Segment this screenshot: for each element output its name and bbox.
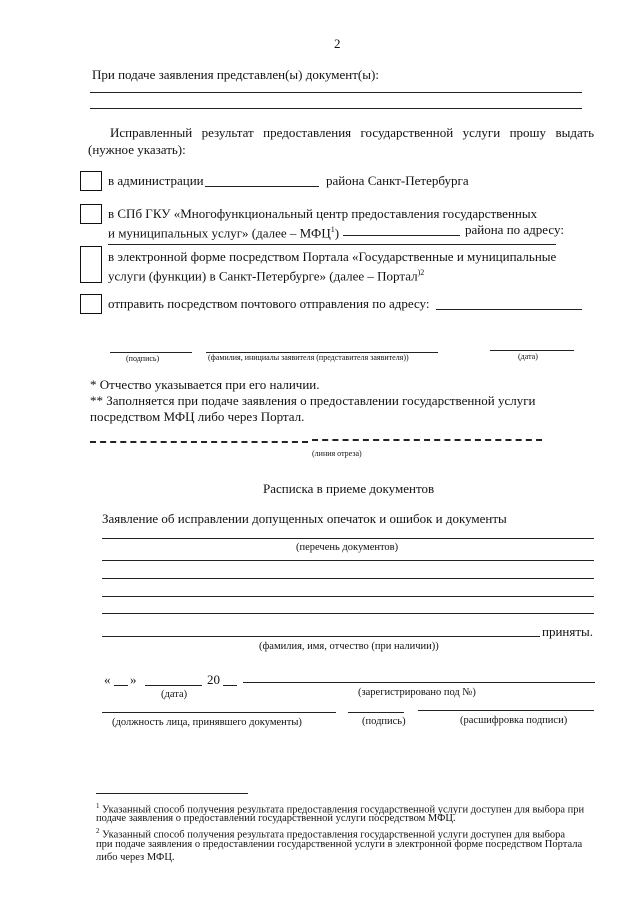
- registration-number-field[interactable]: [243, 682, 595, 683]
- submitted-docs-line-1[interactable]: [90, 92, 582, 93]
- footnote-2-line-2: при подаче заявления о предоставлении государственной услуги в электронной форме посредством Портала: [96, 839, 583, 850]
- mail-checkbox[interactable]: [80, 294, 102, 314]
- portal-footnote-ref: )2: [417, 268, 425, 277]
- docs-list-line-4[interactable]: [102, 596, 594, 597]
- mfc-option-close: ): [334, 225, 340, 241]
- mfc-option-line-1: в СПб ГКУ «Многофункциональный центр предоставления государственных: [108, 206, 538, 221]
- receiver-signature-caption: (подпись): [362, 716, 406, 727]
- receiver-position-field[interactable]: [102, 712, 336, 713]
- date-caption: (дата): [518, 352, 538, 361]
- mfc-option-prefix: и муниципальных услуг» (далее – МФЦ: [108, 225, 331, 241]
- receiver-signature-field[interactable]: [348, 712, 404, 713]
- receipt-date-caption: (дата): [161, 689, 188, 700]
- mfc-option-suffix: района по адресу:: [465, 222, 564, 237]
- mfc-option-line-2: [108, 222, 339, 241]
- receipt-year-field[interactable]: [223, 685, 237, 686]
- receiver-decoding-field[interactable]: [418, 710, 594, 711]
- name-caption: (фамилия, инициалы заявителя (представителя заявителя)): [208, 353, 409, 362]
- footnote-1-mark: 1: [96, 802, 100, 810]
- page-number: 2: [334, 36, 341, 51]
- footnote-2-text: Указанный способ получения результата предоставления государственной услуги доступен для выбора: [102, 829, 565, 841]
- docs-list-line-1[interactable]: [102, 538, 594, 539]
- mail-address-field[interactable]: [436, 309, 582, 310]
- admin-option-prefix: в администрации: [108, 173, 204, 188]
- footnote-2-mark: 2: [96, 827, 100, 835]
- date-open-quote: «: [104, 672, 111, 687]
- cut-line-left: [90, 441, 308, 443]
- receipt-month-field[interactable]: [145, 685, 202, 686]
- admin-checkbox[interactable]: [80, 171, 102, 191]
- docs-list-caption: (перечень документов): [296, 542, 399, 553]
- registered-caption: (зарегистрировано под №): [358, 687, 476, 698]
- footnote-1-line-2: подаче заявления о предоставлении государственной услуги посредством МФЦ.: [96, 813, 456, 824]
- footnote-1-text: Указанный способ получения результата предоставления государственной услуги доступен для выбора при: [102, 804, 585, 816]
- mfc-checkbox[interactable]: [80, 204, 102, 224]
- footnote-separator: [96, 793, 248, 794]
- footnote-2-line-3: либо через МФЦ.: [96, 852, 175, 863]
- submitted-docs-line-2[interactable]: [90, 108, 582, 109]
- signature-caption: (подпись): [126, 354, 160, 363]
- mfc-address-field[interactable]: [108, 244, 556, 245]
- cut-line-caption: (линия отреза): [312, 449, 362, 458]
- mail-option-label: отправить посредством почтового отправления по адресу:: [108, 296, 430, 311]
- submitted-docs-label: При подаче заявления представлен(ы) документ(ы):: [92, 67, 379, 82]
- accepted-label: приняты.: [542, 624, 594, 639]
- admin-district-field[interactable]: [205, 186, 319, 187]
- docs-list-line-2[interactable]: [102, 560, 594, 561]
- portal-option-line-2: [108, 265, 424, 284]
- receipt-day-field[interactable]: [114, 685, 128, 686]
- applicant-date-field[interactable]: [490, 350, 574, 351]
- mfc-district-field[interactable]: [343, 235, 460, 236]
- result-request-hint: (нужное указать):: [88, 142, 186, 157]
- decoding-caption: (расшифровка подписи): [460, 715, 568, 726]
- mfc-footnote-ref: 1: [330, 225, 335, 234]
- admin-option-suffix: района Санкт-Петербурга: [326, 173, 469, 188]
- position-caption: (должность лица, принявшего документы): [112, 717, 302, 728]
- note-patronymic: * Отчество указывается при его наличии.: [90, 377, 320, 392]
- portal-option-text: услуги (функции) в Санкт-Петербурге» (далее – Портал: [108, 268, 418, 284]
- receipt-statement: Заявление об исправлении допущенных опечаток и ошибок и документы: [102, 511, 507, 526]
- applicant-signature-field[interactable]: [110, 352, 192, 353]
- docs-list-line-3[interactable]: [102, 578, 594, 579]
- portal-checkbox[interactable]: [80, 246, 102, 283]
- note-mfc-portal-line-2: посредством МФЦ либо через Портал.: [90, 409, 305, 424]
- receipt-title: Расписка в приеме документов: [263, 481, 435, 496]
- portal-option-line-1: в электронной форме посредством Портала «Государственные и муниципальные: [108, 249, 557, 264]
- result-request-text: Исправленный результат предоставления государственной услуги прошу выдать: [110, 125, 594, 140]
- date-close-quote: »: [130, 672, 137, 687]
- note-mfc-portal-line-1: ** Заполняется при подаче заявления о предоставлении государственной услуги: [90, 393, 536, 408]
- fio-caption: (фамилия, имя, отчество (при наличии)): [259, 641, 439, 652]
- year-prefix: 20: [207, 672, 220, 687]
- cut-line-right: [312, 439, 542, 441]
- docs-list-line-5[interactable]: [102, 613, 594, 614]
- receiver-fio-field[interactable]: [102, 636, 540, 637]
